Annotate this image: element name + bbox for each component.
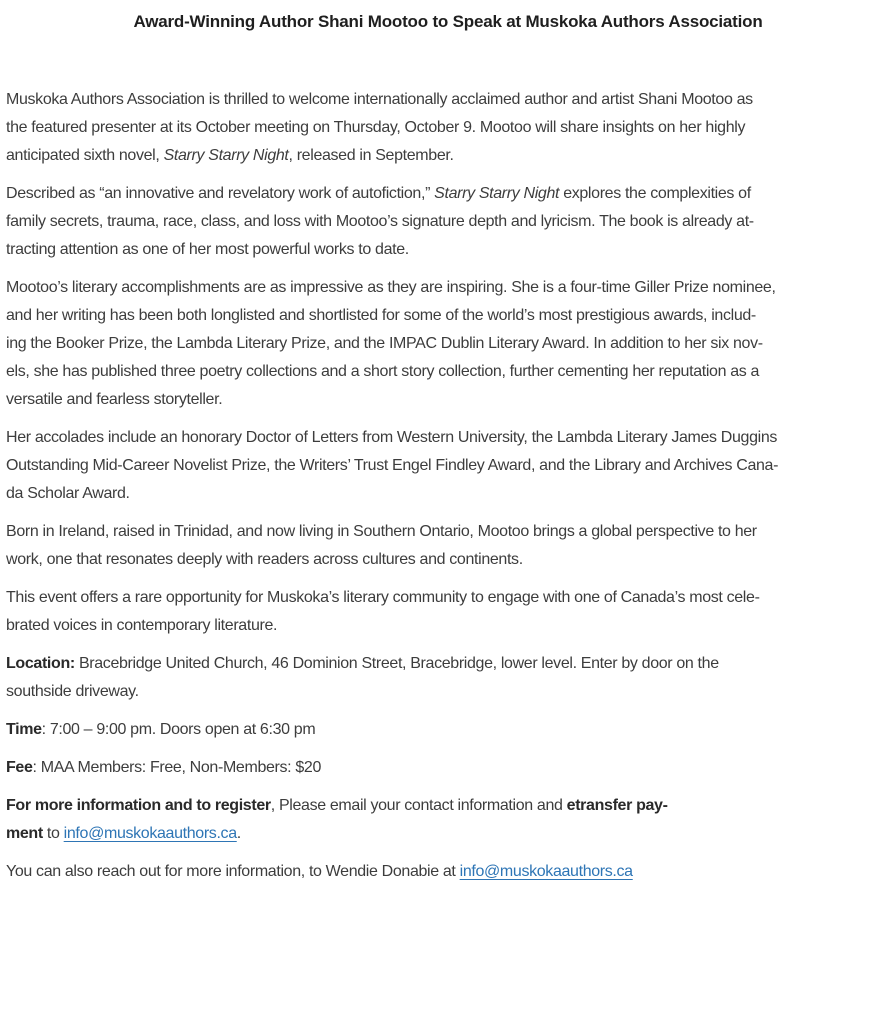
text-segment: For more information and to register	[6, 797, 271, 814]
text-line	[6, 114, 890, 142]
text-segment: Time	[6, 721, 42, 738]
text-segment: work, one that resonates deeply with readers across cultures and continents.	[6, 551, 523, 568]
text-line	[6, 820, 890, 848]
text-line	[6, 792, 890, 820]
text-segment: Outstanding Mid-Career Novelist Prize, the Writers’ Trust Engel Findley Award, and the Library and Archives Cana-	[6, 457, 779, 474]
text-segment: family secrets, trauma, race, class, and loss with Mootoo’s signature depth and lyricism. The book is already at-	[6, 213, 754, 230]
text-line	[6, 180, 890, 208]
document-page	[0, 10, 894, 1010]
text-segment: : 7:00 – 9:00 pm. Doors open at 6:30 pm	[41, 721, 316, 738]
text-line	[6, 518, 890, 546]
text-line	[6, 678, 890, 706]
text-line	[6, 142, 890, 170]
text-line	[6, 86, 890, 114]
paragraph	[6, 792, 890, 848]
text-line	[6, 584, 890, 612]
text-line	[6, 716, 890, 744]
text-segment: Mootoo’s literary accomplishments are as impressive as they are inspiring. She is a four-time Giller Prize nominee,	[6, 279, 776, 296]
text-segment: : MAA Members: Free, Non-Members: $20	[32, 759, 322, 776]
text-line	[6, 650, 890, 678]
text-segment: southside driveway.	[6, 683, 139, 700]
email-link[interactable]: info@muskokaauthors.ca	[63, 825, 237, 842]
text-line	[6, 208, 890, 236]
text-segment: , Please email your contact information and	[270, 797, 567, 814]
text-segment: .	[236, 825, 241, 842]
text-segment: els, she has published three poetry collections and a short story collection, further cementing her reputation as a	[6, 363, 760, 380]
text-segment: Her accolades include an honorary Doctor of Letters from Western University, the Lambda Literary James Duggins	[6, 429, 778, 446]
paragraph	[6, 424, 890, 508]
text-segment: brated voices in contemporary literature.	[6, 617, 278, 634]
text-segment: , released in September.	[288, 147, 454, 164]
text-segment: Described as “an innovative and revelatory work of autofiction,”	[6, 185, 435, 202]
text-segment: tracting attention as one of her most powerful works to date.	[6, 241, 409, 258]
text-line	[6, 386, 890, 414]
paragraph	[6, 754, 890, 782]
text-segment: Bracebridge United Church, 46 Dominion Street, Bracebridge, lower level. Enter by door on the	[74, 655, 719, 672]
paragraph	[6, 650, 890, 706]
paragraph	[6, 86, 890, 170]
text-segment: and her writing has been both longlisted and shortlisted for some of the world’s most prestigious awards, includ-	[6, 307, 756, 324]
paragraph	[6, 858, 890, 886]
text-segment: ing the Booker Prize, the Lambda Literary Prize, and the IMPAC Dublin Literary Award. In addition to her six nov-	[6, 335, 763, 352]
text-segment: This event offers a rare opportunity for Muskoka’s literary community to engage with one of Canada’s most cele-	[6, 589, 760, 606]
text-segment: da Scholar Award.	[6, 485, 130, 502]
text-line	[6, 330, 890, 358]
text-segment: etransfer pay-	[566, 797, 668, 814]
text-segment: You can also reach out for more information, to Wendie Donabie at	[6, 863, 460, 880]
text-segment: to	[42, 825, 64, 842]
paragraph	[6, 274, 890, 414]
text-line	[6, 754, 890, 782]
text-line	[6, 612, 890, 640]
text-segment: explores the complexities of	[559, 185, 751, 202]
text-segment: versatile and fearless storyteller.	[6, 391, 223, 408]
text-segment: Starry Starry Night	[434, 185, 560, 202]
text-segment: Location:	[6, 655, 75, 672]
text-line	[6, 480, 890, 508]
paragraph	[6, 518, 890, 574]
text-line	[6, 302, 890, 330]
text-line	[6, 858, 890, 886]
text-line	[6, 358, 890, 386]
text-segment: Fee	[6, 759, 33, 776]
text-segment: the featured presenter at its October meeting on Thursday, October 9. Mootoo will share insights on her highly	[6, 119, 746, 136]
text-segment: Muskoka Authors Association is thrilled to welcome internationally acclaimed author and artist Shani Mootoo as	[6, 91, 753, 108]
text-segment: anticipated sixth novel,	[6, 147, 164, 164]
text-line	[6, 452, 890, 480]
text-line	[6, 424, 890, 452]
document-body	[6, 86, 890, 886]
text-segment: Born in Ireland, raised in Trinidad, and now living in Southern Ontario, Mootoo brings a global perspective to her	[6, 523, 757, 540]
paragraph	[6, 716, 890, 744]
email-link[interactable]: info@muskokaauthors.ca	[459, 863, 633, 880]
text-segment: ment	[6, 825, 43, 842]
text-line	[6, 274, 890, 302]
text-segment: Starry Starry Night	[163, 147, 289, 164]
text-line	[6, 546, 890, 574]
paragraph	[6, 180, 890, 264]
paragraph	[6, 584, 890, 640]
document-title: Award-Winning Author Shani Mootoo to Speak at Muskoka Authors Association	[133, 12, 763, 31]
text-line	[6, 236, 890, 264]
